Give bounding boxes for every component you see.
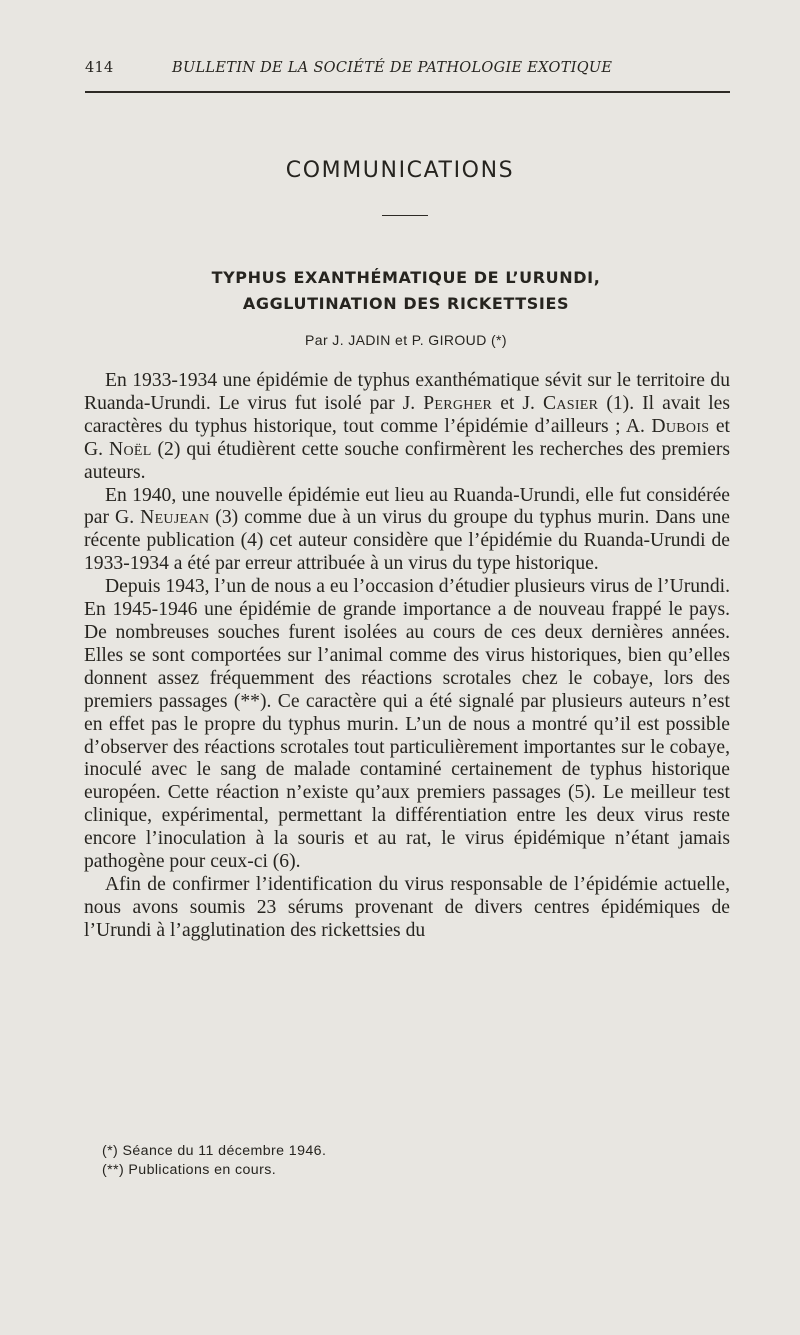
footnote-2: (**) Publications en cours. xyxy=(102,1162,277,1178)
section-divider xyxy=(382,215,428,216)
paragraph-3: Depuis 1943, l’un de nous a eu l’occasion d’étudier plusieurs virus de l’Urundi. En 1945-1946 une épidémie de grande importance a de nouveau frappé le pays. De nombreuses souches furent isolées au cours de ces deux dernières années. Elles se sont comportées sur l’animal comme des virus historiques, bien qu’elles donnent assez fréquemment des réactions scrotales chez le cobaye, lors des premiers passages (**). Ce caractère qui a été signalé par plusieurs auteurs n’est en effet pas le propre du typhus murin. L’un de nous a montré qu’il est possible d’observer des réactions scrotales tout particulièrement importantes sur le cobaye, inoculé avec le sang de malade contaminé certainement de typhus historique européen. Cette réaction n’existe qu’aux premiers passages (5). Le meilleur test clinique, expérimental, permettant la différentiation entre les deux virus reste encore l’inoculation à la souris et au rat, le virus épidémique n’étant jamais pathogène pour ceux-ci (6). xyxy=(84,576,730,873)
header-rule xyxy=(85,91,730,93)
text-run: (3) comme due à un virus du groupe du typhus murin. Dans une récente publication (4) cet auteur considère que l’épidémie du Ruanda-Urundi de 1933-1934 a été par erreur attribuée à un virus du type historique. xyxy=(84,507,730,575)
text-run: En 1940, une nouvelle épidémie eut lieu au Ruanda-Urundi, elle fut considérée par G. xyxy=(84,484,730,529)
section-title: COMMUNICATIONS xyxy=(285,158,515,183)
journal-title: BULLETIN DE LA SOCIÉTÉ DE PATHOLOGIE EXOTIQUE xyxy=(172,60,613,76)
text-run: (1). Il avait les caractères du typhus historique, tout comme l’épidémie d’ailleurs ; A. xyxy=(84,392,731,437)
paragraph-4: Afin de confirmer l’identification du virus responsable de l’épidémie actuelle, nous avons soumis 23 sérums provenant de divers centres épidémiques de l’Urundi à l’agglutination des rickettsies du xyxy=(84,873,730,941)
article-title-line-1: TYPHUS EXANTHÉMATIQUE DE L’URUNDI, xyxy=(211,268,601,287)
paragraph-1 xyxy=(84,370,730,485)
page-number: 414 xyxy=(85,60,114,76)
article-byline: Par J. JADIN et P. GIROUD (*) xyxy=(305,332,507,348)
paragraph-2 xyxy=(84,485,730,577)
article-title-line-2: AGGLUTINATION DES RICKETTSIES xyxy=(242,294,570,313)
author-name: Dubois xyxy=(651,415,710,437)
article-body xyxy=(84,370,730,943)
text-run: En 1933-1934 une épidémie de typhus exanthématique sévit sur le territoire du Ruanda-Urundi. Le virus fut isolé par J. xyxy=(84,370,730,414)
author-name: Noël xyxy=(109,438,152,460)
author-name: Neujean xyxy=(140,507,210,529)
author-name: Pergher xyxy=(423,392,493,414)
author-name: Casier xyxy=(542,392,599,414)
footnotes xyxy=(102,1142,662,1180)
text-run: et J. xyxy=(492,392,543,414)
text-run: et G. xyxy=(84,415,730,460)
footnote-1: (*) Séance du 11 décembre 1946. xyxy=(102,1143,327,1159)
text-run: (2) qui étudièrent cette souche confirmèrent les recherches des premiers auteurs. xyxy=(84,438,730,483)
